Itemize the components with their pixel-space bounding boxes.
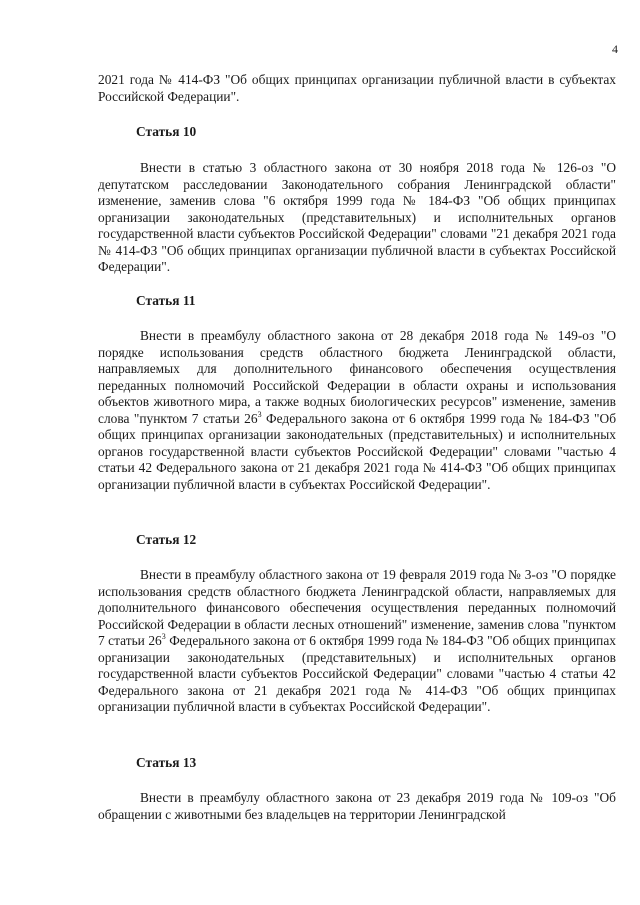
article-10-text bbox=[98, 160, 616, 276]
page-number: 4 bbox=[612, 42, 618, 56]
article-11-superscript: 3 bbox=[257, 409, 262, 419]
article-12-body-end: Федерального закона от 6 октября 1999 года № 184-ФЗ "Об общих принципах организации законодательных (представительных) и исполнительных органов государственной власти субъектов Российской Федерации" словами "частью 4 статьи 42 Федерального закона от 21 декабря 2021 года № 414-ФЗ "Об общих принципах организации публичной власти в субъектах Российской Федерации". bbox=[98, 633, 616, 714]
article-11-body-end: Федерального закона от 6 октября 1999 года № 184-ФЗ "Об общих принципах организации законодательных (представительных) и исполнительных органов государственной власти субъектов Российской Федерации" словами "частью 4 статьи 42 Федерального закона от 21 декабря 2021 года № 414-ФЗ "Об общих принципах организации публичной власти в субъектах Российской Федерации". bbox=[98, 410, 617, 492]
article-11-text bbox=[98, 328, 616, 493]
article-12-heading: Статья 12 bbox=[136, 532, 197, 547]
article-11-heading: Статья 11 bbox=[136, 293, 196, 308]
article-12-body-start: Внести в преамбулу областного закона от 19 февраля 2019 года № 3-оз "О порядке использования средств областного бюджета Ленинградской области, направляемых для дополнительного финансового обеспечения осуществления переданных полномочий Российской Федерации в области лесных отношений" изменение, заменив слова "пунктом 7 статьи 26 bbox=[98, 567, 616, 648]
article-12-superscript: 3 bbox=[161, 632, 166, 641]
article-12-text bbox=[98, 567, 616, 716]
article-10-heading: Статья 10 bbox=[136, 124, 197, 139]
intro-paragraph: 2021 года № 414-ФЗ "Об общих принципах организации публичной власти в субъектах Российской Федерации". bbox=[98, 72, 616, 104]
article-10-body: Внести в статью 3 областного закона от 30 ноября 2018 года № 126-оз "О депутатском расследовании Законодательного собрания Ленинградской области" изменение, заменив слова "6 октября 1999 года № 184-ФЗ "Об общих принципах организации законодательных (представительных) и исполнительных органов государственной власти субъектов Российской Федерации" словами "21 декабря 2021 года № 414-ФЗ "Об общих принципах организации публичной власти в субъектах Российской Федерации". bbox=[98, 160, 616, 274]
article-13-body: Внести в преамбулу областного закона от 23 декабря 2019 года № 109-оз "Об обращении с животными без владельцев на территории Ленинградской bbox=[98, 790, 616, 822]
article-11-body-start: Внести в преамбулу областного закона от 28 декабря 2018 года № 149-оз "О порядке использования средств областного бюджета Ленинградской области, направляемых для дополнительного финансового обеспечения осуществления переданных полномочий Российской Федерации в области охраны и использования объектов животного мира, а также водных биологических ресурсов" изменение, заменив слова "пунктом 7 статьи 26 bbox=[98, 328, 616, 426]
article-13-text bbox=[98, 790, 616, 823]
article-13-heading: Статья 13 bbox=[136, 755, 197, 770]
